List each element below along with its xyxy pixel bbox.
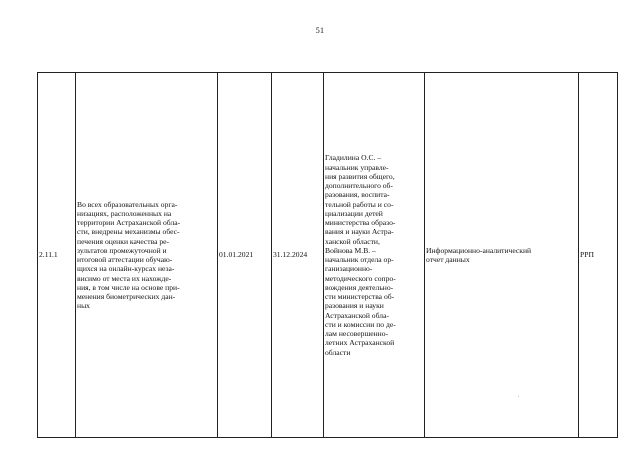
start-date: 01.01.2021 xyxy=(219,250,254,260)
end-date: 31.12.2024 xyxy=(273,250,308,260)
source-cell xyxy=(579,73,618,438)
responsible-persons-cell xyxy=(324,73,425,438)
start-date-cell xyxy=(218,73,272,438)
result-type: Информационно-аналитический отчет данных xyxy=(426,245,532,264)
scan-speck xyxy=(518,396,519,397)
source-label: РРП xyxy=(580,250,594,260)
page-number: 51 xyxy=(315,26,325,35)
activity-description-cell xyxy=(76,73,218,438)
table-row xyxy=(38,73,618,438)
responsible-persons: Гладилина О.С. – начальник управле- ния развития общего, дополнительного об- разования, воспита- тельной работы и со- циализации детей министерства образо- вания и науки Астра- ханской области, Войнова М.В. – начальник отдела ор- ганизационно- методического сопро- вождения деятельно- сти министерства об- разования и науки Астраханской обла- сти и комиссии по де- лам несовершенно- летних Астраханской области xyxy=(325,153,396,357)
item-number-cell xyxy=(38,73,76,438)
item-number: 2.11.1 xyxy=(39,250,58,260)
activity-description: Во всех образовательных орга- низациях, расположенных на территории Астраханской обла- сти, внедрены механизмы обес- печения оценки качества ре- зультатов промежуточной и итоговой аттестации обучаю- щихся на онлайн-курсах неза- висимо от места их нахожде- ния, в том числе на основе при- менения биометрических дан- ных xyxy=(77,199,181,311)
end-date-cell xyxy=(272,73,324,438)
activity-plan-table xyxy=(37,72,618,438)
result-type-cell xyxy=(425,73,579,438)
